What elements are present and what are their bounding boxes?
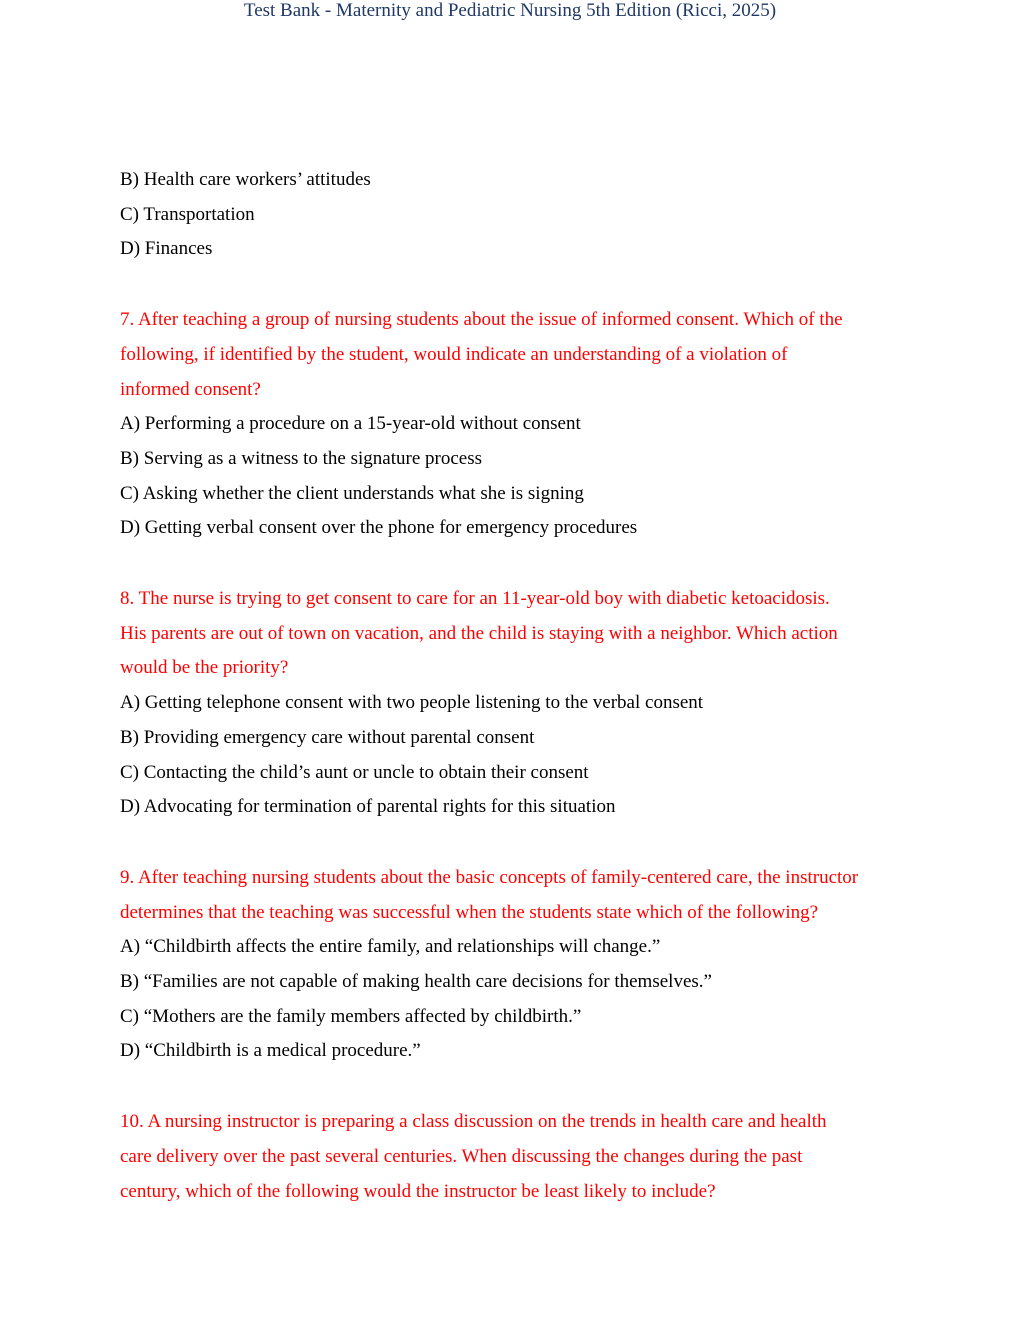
- question-stem-line: would be the priority?: [120, 657, 289, 679]
- option-line: D) Finances: [120, 238, 213, 260]
- question-stem-line: following, if identified by the student, would indicate an understanding of a violation of: [120, 343, 788, 365]
- question-10: [120, 1105, 910, 1209]
- question-stem-line: care delivery over the past several centuries. When discussing the changes during the past: [120, 1145, 803, 1167]
- question-stem-line: 8. The nurse is trying to get consent to care for an 11-year-old boy with diabetic ketoacidosis.: [120, 588, 830, 610]
- option-line: D) “Childbirth is a medical procedure.”: [120, 1040, 421, 1062]
- option-line: B) Providing emergency care without parental consent: [120, 726, 535, 748]
- spacer: [120, 546, 910, 582]
- option-line: B) Serving as a witness to the signature process: [120, 447, 482, 469]
- continued-options: [120, 163, 910, 267]
- question-stem-line: informed consent?: [120, 378, 261, 400]
- question-stem-line: His parents are out of town on vacation, and the child is staying with a neighbor. Which action: [120, 622, 838, 644]
- option-line: A) “Childbirth affects the entire family, and relationships will change.”: [120, 936, 661, 958]
- spacer: [120, 1069, 910, 1105]
- spacer: [120, 267, 910, 303]
- option-line: C) “Mothers are the family members affected by childbirth.”: [120, 1005, 582, 1027]
- question-stem-line: century, which of the following would the instructor be least likely to include?: [120, 1180, 716, 1202]
- option-line: A) Performing a procedure on a 15-year-old without consent: [120, 413, 581, 435]
- option-line: A) Getting telephone consent with two people listening to the verbal consent: [120, 692, 704, 714]
- option-line: C) Contacting the child’s aunt or uncle to obtain their consent: [120, 761, 589, 783]
- page-header-title: Test Bank - Maternity and Pediatric Nursing 5th Edition (Ricci, 2025): [243, 0, 777, 21]
- document-body: [120, 163, 910, 1209]
- question-8: [120, 582, 910, 825]
- option-line: D) Getting verbal consent over the phone for emergency procedures: [120, 517, 638, 539]
- question-stem-line: 7. After teaching a group of nursing students about the issue of informed consent. Which of the: [120, 309, 843, 331]
- question-stem-line: 9. After teaching nursing students about the basic concepts of family-centered care, the instructor: [120, 866, 859, 888]
- option-line: C) Asking whether the client understands what she is signing: [120, 482, 584, 504]
- question-7: [120, 303, 910, 546]
- question-9: [120, 861, 910, 1069]
- option-line: B) “Families are not capable of making health care decisions for themselves.”: [120, 971, 712, 993]
- question-stem-line: determines that the teaching was successful when the students state which of the following?: [120, 901, 819, 923]
- question-stem-line: 10. A nursing instructor is preparing a class discussion on the trends in health care and health: [120, 1111, 827, 1133]
- option-line: D) Advocating for termination of parental rights for this situation: [120, 796, 616, 818]
- spacer: [120, 825, 910, 861]
- option-line: B) Health care workers’ attitudes: [120, 169, 371, 190]
- option-line: C) Transportation: [120, 203, 255, 225]
